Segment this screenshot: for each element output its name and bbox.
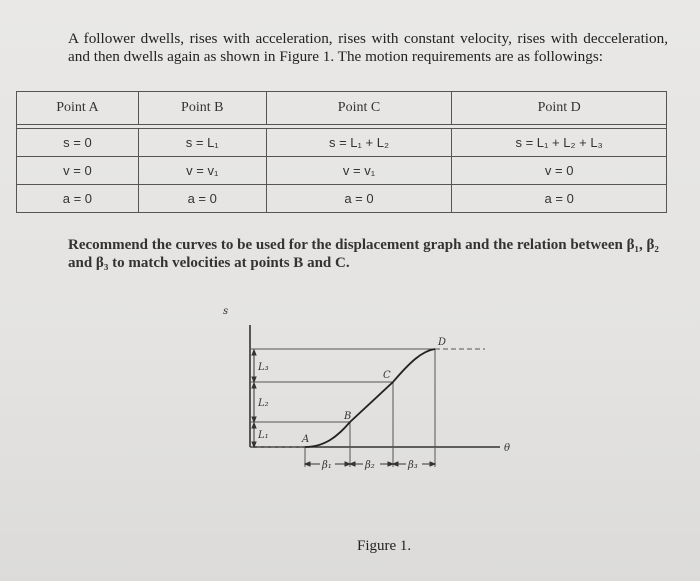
s-axis-label: s: [223, 306, 229, 317]
table-cell: s = 0: [17, 129, 139, 157]
table-cell: v = v₁: [266, 157, 452, 185]
point-label-b: B: [344, 411, 352, 422]
level-arrows: [252, 350, 256, 447]
displacement-figure: [210, 300, 510, 485]
table-cell: s = L₁ + L₂ + L₃: [452, 129, 667, 157]
table-header-row: [17, 92, 667, 125]
table-cell: a = 0: [17, 185, 139, 213]
table-row-velocity: [17, 157, 667, 185]
intro-paragraph: A follower dwells, rises with acceleration, rises with constant velocity, rises with decceleration, and then dwells again as shown in Figure 1. The motion requirements are as followings:: [68, 30, 668, 65]
header-point-b: Point B: [138, 92, 266, 125]
question-paragraph: Recommend the curves to be used for the displacement graph and the relation between β₁, β₂ and β₃ to match velocities at points B and C.: [68, 237, 659, 271]
level-label-l3: L₃: [258, 362, 269, 373]
table-cell: v = 0: [452, 157, 667, 185]
beta-label-2: β₂: [365, 460, 375, 471]
level-label-l1: L₁: [258, 430, 269, 441]
level-label-l2: L₂: [258, 398, 269, 409]
header-point-c: Point C: [266, 92, 452, 125]
figure-caption: Figure 1.: [357, 538, 412, 554]
table-cell: a = 0: [138, 185, 266, 213]
motion-requirements-table: [16, 91, 667, 213]
header-point-d: Point D: [452, 92, 667, 125]
table-cell: a = 0: [452, 185, 667, 213]
point-label-a: A: [302, 434, 310, 445]
beta-label-3: β₃: [408, 460, 418, 471]
table-cell: s = L₁ + L₂: [266, 129, 452, 157]
theta-axis-label: θ: [504, 443, 510, 454]
beta-label-1: β₁: [322, 460, 332, 471]
point-label-d: D: [438, 337, 447, 348]
table-cell: v = 0: [17, 157, 139, 185]
table-row-displacement: [17, 129, 667, 157]
table-cell: s = L₁: [138, 129, 266, 157]
table-cell: v = v₁: [138, 157, 266, 185]
point-label-c: C: [383, 370, 391, 381]
table-row-acceleration: [17, 185, 667, 213]
table-cell: a = 0: [266, 185, 452, 213]
displacement-curve: [305, 349, 435, 447]
header-point-a: Point A: [17, 92, 139, 125]
